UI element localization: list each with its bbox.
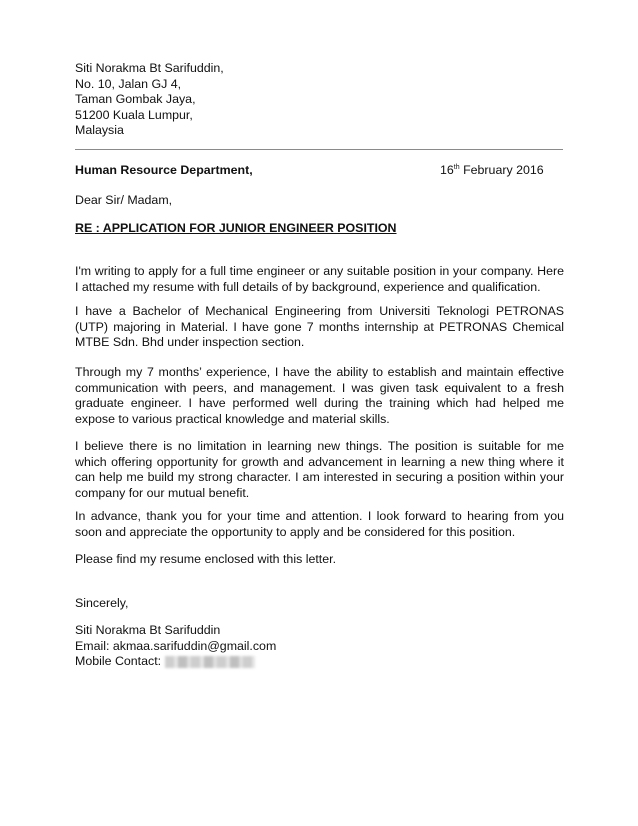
- body-paragraph-2: [75, 304, 564, 351]
- sender-address-line-3: 51200 Kuala Lumpur,: [75, 107, 193, 122]
- signature-mobile: [75, 654, 375, 670]
- closing: Sincerely,: [75, 596, 129, 610]
- sender-address-line-1: No. 10, Jalan GJ 4,: [75, 76, 182, 91]
- sender-address-line-2: Taman Gombak Jaya,: [75, 92, 196, 107]
- paragraph-text: Please find my resume enclosed with this letter.: [75, 552, 337, 566]
- paragraph-text: I have a Bachelor of Mechanical Engineering from Universiti Teknologi PETRONAS (UTP) majoring in Material. I have gone 7 months internship at PETRONAS Chemical MTBE Sdn. Bhd under inspection section.: [75, 304, 564, 350]
- body-paragraph-1: [75, 264, 564, 295]
- signature-block: [75, 623, 375, 670]
- body-paragraph-5: [75, 509, 564, 540]
- salutation: Dear Sir/ Madam,: [75, 193, 173, 207]
- body-paragraph-3: [75, 365, 564, 427]
- recipient-department: Human Resource Department,: [75, 163, 253, 177]
- redacted-phone-number: [165, 656, 255, 668]
- signature-name: Siti Norakma Bt Sarifuddin: [75, 623, 221, 637]
- signature-email: Email: akmaa.sarifuddin@gmail.com: [75, 638, 277, 653]
- paragraph-text: I believe there is no limitation in learning new things. The position is suitable for me which offering opportunity for growth and advancement in learning a new thing where it can help me build my strong character. I am interested in securing a position within your company for our mutual benefit.: [75, 439, 564, 500]
- sender-name: Siti Norakma Bt Sarifuddin,: [75, 61, 224, 75]
- sender-address: [75, 61, 375, 139]
- body-paragraph-6: [75, 552, 564, 568]
- date-rest: February 2016: [459, 163, 544, 177]
- paragraph-text: I'm writing to apply for a full time engineer or any suitable position in your company. Here I attached my resume with full details of by background, experience and qualification.: [75, 264, 564, 294]
- sender-country: Malaysia: [75, 123, 124, 138]
- mobile-label: Mobile Contact:: [75, 654, 162, 669]
- date-suffix: th: [453, 164, 460, 171]
- paragraph-text: Through my 7 months’ experience, I have the ability to establish and maintain effective communication with peers, and management. I was given task equivalent to a fresh graduate engineer. I have performed well during the training which had helped me expose to various practical knowledge and material skills.: [75, 365, 564, 426]
- paragraph-text: In advance, thank you for your time and attention. I look forward to hearing from you soon and appreciate the opportunity to apply and be considered for this position.: [75, 509, 564, 539]
- recipient-date-row: [75, 163, 547, 179]
- letter-date: [440, 163, 544, 179]
- subject-line: RE : APPLICATION FOR JUNIOR ENGINEER POSITION: [75, 221, 397, 235]
- body-paragraph-4: [75, 439, 564, 501]
- date-day: 16: [440, 163, 454, 177]
- horizontal-divider: [75, 149, 563, 150]
